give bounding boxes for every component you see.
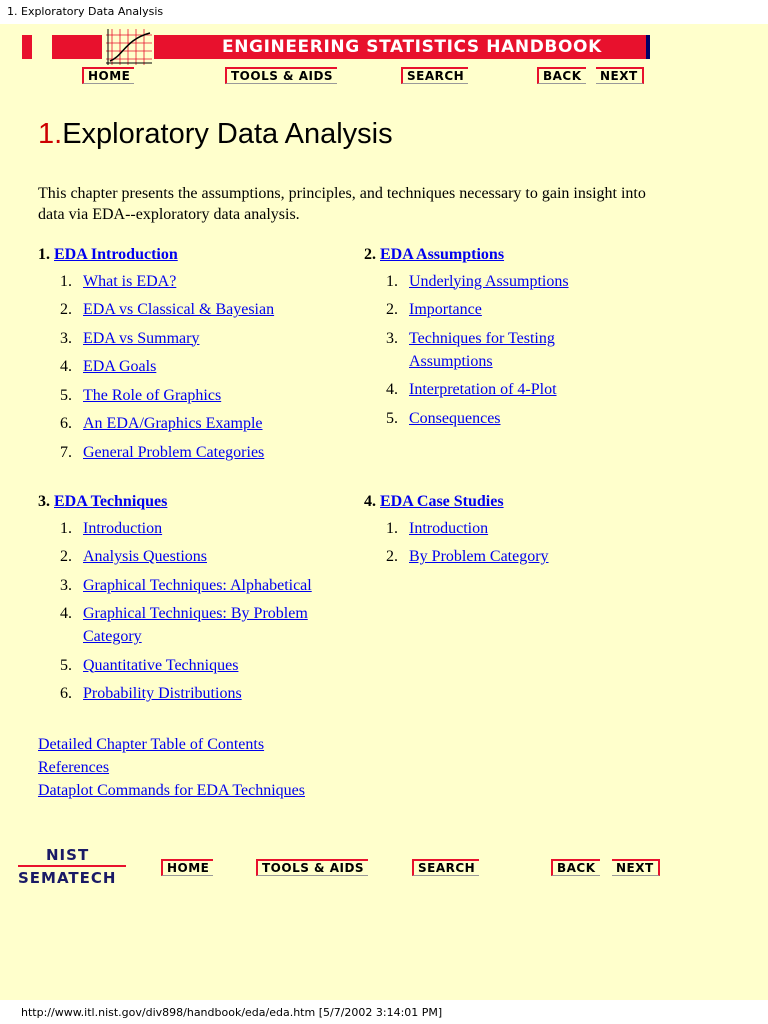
section-list xyxy=(364,517,624,569)
section-number: 1. xyxy=(38,246,50,263)
search-button[interactable]: SEARCH xyxy=(401,67,468,84)
item-link[interactable]: Importance xyxy=(409,301,482,318)
intro-text: This chapter presents the assumptions, principles, and techniques necessary to gain insight into data via EDA--exploratory data analysis. xyxy=(38,185,646,223)
list-item: 3. Graphical Techniques: Alphabetical xyxy=(60,576,312,594)
item-link[interactable]: Graphical Techniques: By Problem Category xyxy=(83,605,308,645)
section-link[interactable]: EDA Assumptions xyxy=(380,246,505,263)
item-link[interactable]: Interpretation of 4-Plot xyxy=(409,381,557,398)
section-list xyxy=(38,270,338,464)
next-button-bottom[interactable]: NEXT xyxy=(612,859,660,876)
section-number: 3. xyxy=(38,493,50,510)
section-link[interactable]: EDA Techniques xyxy=(54,493,168,510)
bottom-links xyxy=(38,733,305,802)
dataplot-commands-link[interactable]: Dataplot Commands for EDA Techniques xyxy=(38,782,305,799)
graph-logo-icon xyxy=(102,27,154,67)
list-item: 2. Analysis Questions xyxy=(60,548,207,565)
list-item: 2. Importance xyxy=(386,301,482,318)
section-eda-assumptions xyxy=(364,246,604,430)
back-button[interactable]: BACK xyxy=(537,67,586,84)
item-link[interactable]: The Role of Graphics xyxy=(83,386,222,404)
handbook-banner xyxy=(22,35,650,59)
section-list xyxy=(38,517,348,706)
print-header xyxy=(0,0,768,24)
section-number: 4. xyxy=(364,493,376,510)
detailed-toc-link[interactable]: Detailed Chapter Table of Contents xyxy=(38,736,265,753)
list-item: 6. Probability Distributions xyxy=(60,685,242,702)
home-button[interactable]: HOME xyxy=(82,67,134,84)
item-link[interactable]: Graphical Techniques: Alphabetical xyxy=(83,576,312,594)
banner-title: ENGINEERING STATISTICS HANDBOOK xyxy=(222,37,602,57)
item-link[interactable]: Probability Distributions xyxy=(83,685,242,702)
tools-aids-button[interactable]: TOOLS & AIDS xyxy=(225,67,337,84)
item-link[interactable]: Quantitative Techniques xyxy=(83,656,239,674)
list-item: 6. An EDA/Graphics Example xyxy=(60,415,263,432)
home-button-bottom[interactable]: HOME xyxy=(161,859,213,876)
print-header-title: 1. Exploratory Data Analysis xyxy=(7,5,164,18)
item-link[interactable]: Analysis Questions xyxy=(83,548,207,565)
list-item: 3. EDA vs Summary xyxy=(60,329,200,347)
chapter-title: Exploratory Data Analysis xyxy=(62,118,393,150)
list-item: 2. By Problem Category xyxy=(386,548,549,565)
list-item: 7. General Problem Categories xyxy=(60,443,265,461)
next-button[interactable]: NEXT xyxy=(596,67,644,84)
list-item: 1. What is EDA? xyxy=(60,272,177,290)
item-link[interactable]: Underlying Assumptions xyxy=(409,272,569,290)
item-link[interactable]: Introduction xyxy=(409,519,489,537)
list-item: 4. Graphical Techniques: By Problem Category xyxy=(60,605,308,645)
item-link[interactable]: What is EDA? xyxy=(83,272,177,290)
list-item: 1. Underlying Assumptions xyxy=(386,272,569,290)
item-link[interactable]: Consequences xyxy=(409,409,501,427)
list-item: 1. Introduction xyxy=(386,519,489,537)
back-button-bottom[interactable]: BACK xyxy=(551,859,600,876)
item-link[interactable]: EDA vs Classical & Bayesian xyxy=(83,301,275,318)
item-link[interactable]: General Problem Categories xyxy=(83,443,265,461)
item-link[interactable]: An EDA/Graphics Example xyxy=(83,415,263,432)
list-item: 3. Techniques for Testing Assumptions xyxy=(386,329,555,370)
search-button-bottom[interactable]: SEARCH xyxy=(412,859,479,876)
section-link[interactable]: EDA Introduction xyxy=(54,246,178,263)
item-link[interactable]: By Problem Category xyxy=(409,548,549,565)
print-footer xyxy=(0,1000,768,1024)
chapter-number: 1. xyxy=(38,118,63,150)
list-item: 5. Quantitative Techniques xyxy=(60,656,239,674)
item-link[interactable]: Introduction xyxy=(83,519,163,537)
list-item: 2. EDA vs Classical & Bayesian xyxy=(60,301,275,318)
section-eda-introduction xyxy=(38,246,338,464)
tools-aids-button-bottom[interactable]: TOOLS & AIDS xyxy=(256,859,368,876)
nist-sematech-logo[interactable] xyxy=(18,846,126,886)
section-list xyxy=(364,270,604,430)
list-item: 4. Interpretation of 4-Plot xyxy=(386,381,557,398)
section-number: 2. xyxy=(364,246,376,263)
references-link[interactable]: References xyxy=(38,759,110,776)
list-item: 4. EDA Goals xyxy=(60,358,157,375)
item-link[interactable]: EDA Goals xyxy=(83,358,157,375)
list-item: 5. The Role of Graphics xyxy=(60,386,222,404)
page-title xyxy=(38,118,393,151)
section-eda-techniques xyxy=(38,493,348,705)
logo-sematech-text: SEMATECH xyxy=(18,869,117,887)
print-footer-url: http://www.itl.nist.gov/div898/handbook/eda/eda.htm [5/7/2002 3:14:01 PM] xyxy=(21,1006,443,1019)
section-link[interactable]: EDA Case Studies xyxy=(380,493,504,510)
logo-nist-text: NIST xyxy=(46,846,90,864)
item-link[interactable]: Techniques for Testing Assumptions xyxy=(409,329,555,370)
list-item: 1. Introduction xyxy=(60,519,163,537)
section-eda-case-studies xyxy=(364,493,624,568)
list-item: 5. Consequences xyxy=(386,409,501,427)
item-link[interactable]: EDA vs Summary xyxy=(83,329,200,347)
